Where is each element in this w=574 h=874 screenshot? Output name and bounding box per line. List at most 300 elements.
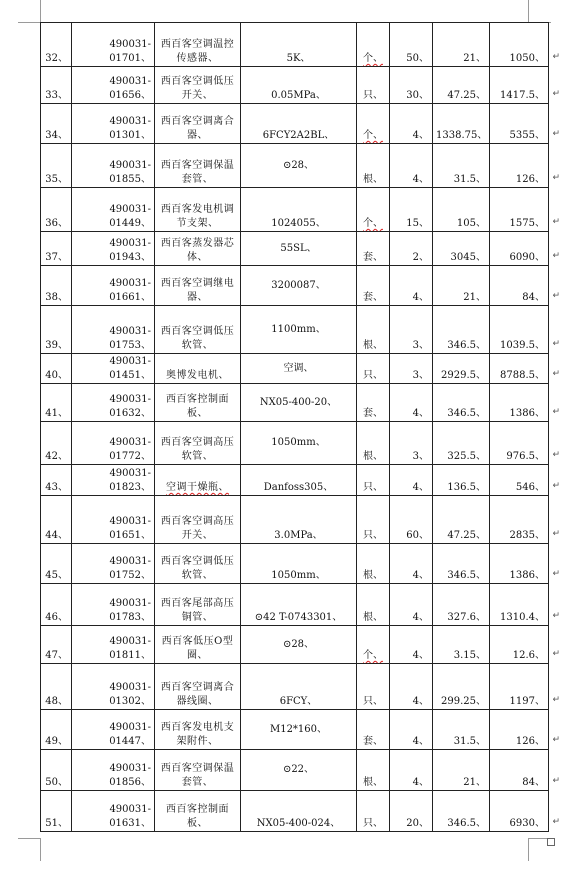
row-number-cell[interactable] xyxy=(41,496,72,544)
part-name-cell[interactable] xyxy=(155,664,241,710)
unit-price-cell[interactable] xyxy=(433,422,490,465)
part-unit-cell[interactable] xyxy=(357,750,390,791)
line-total-cell[interactable] xyxy=(490,584,560,626)
part-unit: 根、 xyxy=(363,777,383,788)
row-number: 39、 xyxy=(45,340,68,351)
line-total-cell[interactable] xyxy=(490,384,560,422)
row-number: 41、 xyxy=(45,408,68,419)
part-spec: Danfoss305、 xyxy=(263,482,334,493)
part-name-cell[interactable] xyxy=(155,626,241,664)
part-quantity-cell[interactable] xyxy=(390,422,433,465)
part-spec: 3.0MPa、 xyxy=(274,530,323,541)
row-end-mark: ↵ xyxy=(552,776,560,786)
part-code-cell[interactable] xyxy=(72,626,155,664)
table-row xyxy=(41,465,549,496)
row-number: 32、 xyxy=(45,53,68,64)
part-spec: M12*160、 xyxy=(269,723,328,735)
part-name: 西百客空调保温套管、 xyxy=(160,763,235,788)
part-spec: ⊙22、 xyxy=(282,764,315,775)
part-unit-cell[interactable] xyxy=(357,67,390,104)
table-row xyxy=(41,232,549,266)
row-end-mark: ↵ xyxy=(552,735,560,745)
part-name: 西百客空调低压软管、 xyxy=(160,556,235,581)
part-spec: 6FCY、 xyxy=(279,696,318,707)
part-code: 490031-01651、 xyxy=(109,516,151,541)
unit-price: 136.5、 xyxy=(447,482,486,493)
row-number-cell[interactable] xyxy=(41,791,72,832)
part-name-cell[interactable] xyxy=(155,496,241,544)
line-total-cell[interactable] xyxy=(490,465,560,496)
line-total: 5355、 xyxy=(509,130,545,141)
part-name-cell[interactable] xyxy=(155,384,241,422)
parts-table xyxy=(40,22,560,832)
part-code: 490031-01301、 xyxy=(109,116,151,141)
line-total-cell[interactable] xyxy=(490,354,560,384)
part-code: 490031-01943、 xyxy=(109,238,151,263)
unit-price-cell[interactable] xyxy=(433,354,490,384)
part-code-cell[interactable] xyxy=(72,791,155,832)
part-code-cell[interactable] xyxy=(72,584,155,626)
part-unit-cell[interactable] xyxy=(357,188,390,232)
part-spec: 6FCY2A2BL、 xyxy=(262,130,335,141)
part-unit: 套、 xyxy=(363,736,383,747)
part-code-cell[interactable] xyxy=(72,266,155,306)
part-name-cell[interactable] xyxy=(155,422,241,465)
row-number-cell[interactable] xyxy=(41,188,72,232)
part-unit: 个、 xyxy=(363,218,383,229)
part-name: 西百客空调继电器、 xyxy=(160,278,235,303)
unit-price-cell[interactable] xyxy=(433,266,490,306)
part-spec: 1024055、 xyxy=(271,218,326,229)
part-quantity-cell[interactable] xyxy=(390,384,433,422)
part-quantity: 4、 xyxy=(412,570,429,581)
part-quantity-cell[interactable] xyxy=(390,144,433,188)
part-unit-cell[interactable] xyxy=(357,104,390,144)
unit-price-cell[interactable] xyxy=(433,104,490,144)
part-quantity-cell[interactable] xyxy=(390,710,433,750)
part-name-cell[interactable] xyxy=(155,791,241,832)
unit-price-cell[interactable] xyxy=(433,232,490,266)
part-unit-cell[interactable] xyxy=(357,584,390,626)
line-total-cell[interactable] xyxy=(490,104,560,144)
part-code-cell[interactable] xyxy=(72,23,155,67)
part-quantity: 3、 xyxy=(412,340,429,351)
line-total-cell[interactable] xyxy=(490,750,560,791)
part-unit-cell[interactable] xyxy=(357,23,390,67)
part-spec-cell[interactable] xyxy=(241,422,357,465)
unit-price-cell[interactable] xyxy=(433,544,490,584)
unit-price-cell[interactable] xyxy=(433,465,490,496)
row-number-cell[interactable] xyxy=(41,384,72,422)
part-unit-cell[interactable] xyxy=(357,232,390,266)
row-number: 42、 xyxy=(45,451,68,462)
unit-price: 2929.5、 xyxy=(441,370,486,381)
part-code-cell[interactable] xyxy=(72,750,155,791)
part-quantity-cell[interactable] xyxy=(390,232,433,266)
part-unit-cell[interactable] xyxy=(357,384,390,422)
part-code: 490031-01701、 xyxy=(109,39,151,64)
part-unit-cell[interactable] xyxy=(357,354,390,384)
row-number-cell[interactable] xyxy=(41,422,72,465)
part-quantity-cell[interactable] xyxy=(390,67,433,104)
line-total: 1039.5、 xyxy=(500,340,545,351)
row-number: 33、 xyxy=(45,90,68,101)
row-number-cell[interactable] xyxy=(41,67,72,104)
part-spec-cell[interactable] xyxy=(241,791,357,832)
part-name-cell[interactable] xyxy=(155,710,241,750)
part-spec-cell[interactable] xyxy=(241,23,357,67)
part-name-cell[interactable] xyxy=(155,266,241,306)
line-total: 1050、 xyxy=(509,53,545,64)
row-end-mark: ↵ xyxy=(552,529,560,539)
part-code: 490031-01656、 xyxy=(109,76,151,101)
part-spec: ⊙42 T-0743301、 xyxy=(254,612,343,623)
part-spec-cell[interactable] xyxy=(241,710,357,750)
part-code-cell[interactable] xyxy=(72,465,155,496)
row-number-cell[interactable] xyxy=(41,306,72,354)
unit-price-cell[interactable] xyxy=(433,306,490,354)
part-name: 西百客空调高压软管、 xyxy=(160,437,235,462)
part-spec-cell[interactable] xyxy=(241,584,357,626)
table-row xyxy=(41,306,549,354)
part-name-cell[interactable] xyxy=(155,354,241,384)
row-number-cell[interactable] xyxy=(41,544,72,584)
part-spec-cell[interactable] xyxy=(241,67,357,104)
part-spec-cell[interactable] xyxy=(241,750,357,791)
row-end-mark: ↵ xyxy=(552,817,560,827)
part-name: 西百客空调离合器、 xyxy=(160,116,235,141)
part-code-cell[interactable] xyxy=(72,496,155,544)
row-end-mark: ↵ xyxy=(552,291,560,301)
row-number-cell[interactable] xyxy=(41,465,72,496)
row-end-mark: ↵ xyxy=(552,407,560,417)
part-unit: 根、 xyxy=(363,570,383,581)
part-quantity: 30、 xyxy=(406,90,429,101)
part-spec-cell[interactable] xyxy=(241,266,357,306)
part-spec-cell[interactable] xyxy=(241,384,357,422)
part-unit: 只、 xyxy=(363,818,383,829)
unit-price: 346.5、 xyxy=(447,408,486,419)
part-spec: 空调、 xyxy=(283,362,314,374)
part-code-cell[interactable] xyxy=(72,384,155,422)
line-total-cell[interactable] xyxy=(490,496,560,544)
row-end-mark: ↵ xyxy=(552,369,560,379)
line-total-cell[interactable] xyxy=(490,306,560,354)
row-number-cell[interactable] xyxy=(41,710,72,750)
table-row xyxy=(41,791,549,832)
part-name-cell[interactable] xyxy=(155,465,241,496)
part-quantity-cell[interactable] xyxy=(390,664,433,710)
line-total: 84、 xyxy=(522,777,545,788)
unit-price-cell[interactable] xyxy=(433,664,490,710)
part-name-cell[interactable] xyxy=(155,544,241,584)
part-name-cell[interactable] xyxy=(155,584,241,626)
row-end-mark: ↵ xyxy=(552,251,560,261)
row-number: 35、 xyxy=(45,174,68,185)
line-total-cell[interactable] xyxy=(490,544,560,584)
part-code: 490031-01753、 xyxy=(109,326,151,351)
line-total-cell[interactable] xyxy=(490,23,560,67)
part-quantity-cell[interactable] xyxy=(390,791,433,832)
part-name-cell[interactable] xyxy=(155,23,241,67)
part-code: 490031-01752、 xyxy=(109,556,151,581)
part-unit-cell[interactable] xyxy=(357,266,390,306)
row-end-mark: ↵ xyxy=(552,569,560,579)
line-total: 126、 xyxy=(515,736,545,747)
part-code: 490031-01631、 xyxy=(109,804,151,829)
part-quantity: 4、 xyxy=(412,482,429,493)
row-number: 47、 xyxy=(45,650,68,661)
unit-price-cell[interactable] xyxy=(433,710,490,750)
unit-price: 346.5、 xyxy=(447,570,486,581)
part-quantity: 3、 xyxy=(412,451,429,462)
line-total-cell[interactable] xyxy=(490,232,560,266)
unit-price-cell[interactable] xyxy=(433,496,490,544)
row-number-cell[interactable] xyxy=(41,144,72,188)
part-unit: 套、 xyxy=(363,292,383,303)
unit-price-cell[interactable] xyxy=(433,67,490,104)
line-total: 6090、 xyxy=(509,252,545,263)
row-number-cell[interactable] xyxy=(41,232,72,266)
row-number-cell[interactable] xyxy=(41,354,72,384)
part-quantity: 4、 xyxy=(412,650,429,661)
part-unit: 只、 xyxy=(363,90,383,101)
row-number-cell[interactable] xyxy=(41,626,72,664)
row-number-cell[interactable] xyxy=(41,266,72,306)
part-name-cell[interactable] xyxy=(155,306,241,354)
unit-price: 325.5、 xyxy=(447,451,486,462)
line-total: 1575、 xyxy=(509,218,545,229)
row-number: 34、 xyxy=(45,130,68,141)
part-unit: 套、 xyxy=(363,408,383,419)
table-row xyxy=(41,664,549,710)
part-quantity-cell[interactable] xyxy=(390,23,433,67)
part-code-cell[interactable] xyxy=(72,232,155,266)
row-end-mark: ↵ xyxy=(552,649,560,659)
row-number: 40、 xyxy=(45,370,68,381)
part-spec-cell[interactable] xyxy=(241,144,357,188)
part-unit-cell[interactable] xyxy=(357,664,390,710)
part-quantity-cell[interactable] xyxy=(390,584,433,626)
row-number-cell[interactable] xyxy=(41,23,72,67)
part-code-cell[interactable] xyxy=(72,104,155,144)
part-spec-cell[interactable] xyxy=(241,544,357,584)
unit-price-cell[interactable] xyxy=(433,144,490,188)
part-code-cell[interactable] xyxy=(72,144,155,188)
part-quantity-cell[interactable] xyxy=(390,626,433,664)
part-spec-cell[interactable] xyxy=(241,496,357,544)
part-name: 西百客空调低压开关、 xyxy=(160,76,235,101)
unit-price-cell[interactable] xyxy=(433,584,490,626)
part-quantity-cell[interactable] xyxy=(390,544,433,584)
part-unit-cell[interactable] xyxy=(357,496,390,544)
part-name-cell[interactable] xyxy=(155,188,241,232)
part-name: 空调干燥瓶、 xyxy=(166,482,229,493)
part-unit-cell[interactable] xyxy=(357,626,390,664)
part-quantity-cell[interactable] xyxy=(390,306,433,354)
part-spec-cell[interactable] xyxy=(241,188,357,232)
row-end-mark: ↵ xyxy=(552,129,560,139)
unit-price-cell[interactable] xyxy=(433,23,490,67)
line-total: 1417.5、 xyxy=(500,90,545,101)
unit-price: 346.5、 xyxy=(447,818,486,829)
part-unit: 根、 xyxy=(363,612,383,623)
part-name: 西百客蒸发器芯体、 xyxy=(160,238,235,263)
part-name-cell[interactable] xyxy=(155,232,241,266)
part-unit-cell[interactable] xyxy=(357,791,390,832)
part-spec-cell[interactable] xyxy=(241,354,357,384)
line-total: 8788.5、 xyxy=(500,370,545,381)
unit-price-cell[interactable] xyxy=(433,188,490,232)
unit-price: 1338.75、 xyxy=(436,130,488,141)
line-total-cell[interactable] xyxy=(490,626,560,664)
row-number: 46、 xyxy=(45,612,68,623)
part-unit-cell[interactable] xyxy=(357,710,390,750)
part-spec: 5K、 xyxy=(286,53,311,64)
part-unit: 根、 xyxy=(363,451,383,462)
row-number: 36、 xyxy=(45,218,68,229)
part-spec-cell[interactable] xyxy=(241,465,357,496)
part-quantity: 20、 xyxy=(406,818,429,829)
part-code: 490031-01856、 xyxy=(109,763,151,788)
part-spec-cell[interactable] xyxy=(241,664,357,710)
line-total-cell[interactable] xyxy=(490,791,560,832)
part-spec-cell[interactable] xyxy=(241,232,357,266)
part-quantity: 4、 xyxy=(412,292,429,303)
unit-price: 3045、 xyxy=(450,252,486,263)
part-code-cell[interactable] xyxy=(72,306,155,354)
part-quantity: 4、 xyxy=(412,408,429,419)
part-unit-cell[interactable] xyxy=(357,144,390,188)
part-spec-cell[interactable] xyxy=(241,104,357,144)
part-unit: 个、 xyxy=(363,53,383,64)
line-total: 12.6、 xyxy=(512,650,545,661)
part-name: 西百客控制面板、 xyxy=(166,394,229,419)
table-row xyxy=(41,144,549,188)
part-spec: NX05-400-20、 xyxy=(259,396,338,408)
part-code-cell[interactable] xyxy=(72,422,155,465)
row-end-mark: ↵ xyxy=(552,611,560,621)
part-code: 490031-01302、 xyxy=(109,682,151,707)
part-code-cell[interactable] xyxy=(72,544,155,584)
unit-price: 21、 xyxy=(463,292,486,303)
part-unit-cell[interactable] xyxy=(357,422,390,465)
part-name: 西百客尾部高压铜管、 xyxy=(160,598,235,623)
unit-price-cell[interactable] xyxy=(433,626,490,664)
line-total-cell[interactable] xyxy=(490,266,560,306)
part-code: 490031-01823、 xyxy=(109,468,151,493)
line-total: 2835、 xyxy=(509,530,545,541)
part-unit-cell[interactable] xyxy=(357,544,390,584)
table-row xyxy=(41,266,549,306)
part-name: 西百客低压O型圈、 xyxy=(161,636,234,661)
part-code-cell[interactable] xyxy=(72,664,155,710)
line-total-cell[interactable] xyxy=(490,710,560,750)
part-name-cell[interactable] xyxy=(155,750,241,791)
unit-price: 47.25、 xyxy=(447,90,486,101)
unit-price-cell[interactable] xyxy=(433,384,490,422)
part-name: 西百客空调温控传感器、 xyxy=(160,39,235,64)
part-code: 490031-01449、 xyxy=(109,204,151,229)
part-name: 西百客控制面板、 xyxy=(166,804,229,829)
unit-price-cell[interactable] xyxy=(433,750,490,791)
row-number: 48、 xyxy=(45,696,68,707)
row-number: 45、 xyxy=(45,570,68,581)
part-quantity: 4、 xyxy=(412,736,429,747)
unit-price: 105、 xyxy=(456,218,486,229)
row-number-cell[interactable] xyxy=(41,664,72,710)
line-total-cell[interactable] xyxy=(490,188,560,232)
line-total-cell[interactable] xyxy=(490,664,560,710)
row-number-cell[interactable] xyxy=(41,584,72,626)
table-resize-handle[interactable] xyxy=(547,838,555,846)
part-spec-cell[interactable] xyxy=(241,626,357,664)
table-row xyxy=(41,584,549,626)
part-spec-cell[interactable] xyxy=(241,306,357,354)
part-unit-cell[interactable] xyxy=(357,306,390,354)
part-quantity-cell[interactable] xyxy=(390,104,433,144)
part-spec: 1050mm、 xyxy=(271,570,326,581)
row-number-cell[interactable] xyxy=(41,104,72,144)
part-name-cell[interactable] xyxy=(155,144,241,188)
row-number: 51、 xyxy=(45,818,68,829)
part-spec: 0.05MPa、 xyxy=(271,90,326,101)
part-quantity-cell[interactable] xyxy=(390,465,433,496)
unit-price: 346.5、 xyxy=(447,340,486,351)
part-unit: 个、 xyxy=(363,650,383,661)
part-code: 490031-01783、 xyxy=(109,598,151,623)
part-quantity: 4、 xyxy=(412,777,429,788)
row-end-mark: ↵ xyxy=(552,217,560,227)
unit-price-cell[interactable] xyxy=(433,791,490,832)
part-unit: 套、 xyxy=(363,252,383,263)
part-name: 西百客空调低压软管、 xyxy=(160,326,235,351)
part-code-cell[interactable] xyxy=(72,354,155,384)
part-quantity-cell[interactable] xyxy=(390,354,433,384)
row-number-cell[interactable] xyxy=(41,750,72,791)
part-code: 490031-01855、 xyxy=(109,160,151,185)
part-name: 西百客发电机调节支架、 xyxy=(160,204,235,229)
part-name: 西百客空调保温套管、 xyxy=(160,160,235,185)
table-row xyxy=(41,496,549,544)
row-number: 50、 xyxy=(45,777,68,788)
row-end-mark: ↵ xyxy=(552,173,560,183)
part-code-cell[interactable] xyxy=(72,188,155,232)
part-quantity: 50、 xyxy=(406,53,429,64)
line-total-cell[interactable] xyxy=(490,67,560,104)
part-code: 490031-01811、 xyxy=(109,636,151,661)
line-total-cell[interactable] xyxy=(490,144,560,188)
unit-price: 3.15、 xyxy=(453,650,486,661)
part-quantity-cell[interactable] xyxy=(390,496,433,544)
part-unit: 根、 xyxy=(363,340,383,351)
part-code-cell[interactable] xyxy=(72,67,155,104)
unit-price: 21、 xyxy=(463,777,486,788)
part-quantity: 60、 xyxy=(406,530,429,541)
unit-price: 299.25、 xyxy=(441,696,486,707)
crop-mark-bottom-left xyxy=(18,838,41,861)
line-total: 126、 xyxy=(515,174,545,185)
line-total-cell[interactable] xyxy=(490,422,560,465)
part-code-cell[interactable] xyxy=(72,710,155,750)
part-name-cell[interactable] xyxy=(155,67,241,104)
part-unit-cell[interactable] xyxy=(357,465,390,496)
part-quantity-cell[interactable] xyxy=(390,188,433,232)
part-quantity-cell[interactable] xyxy=(390,750,433,791)
part-quantity-cell[interactable] xyxy=(390,266,433,306)
part-name-cell[interactable] xyxy=(155,104,241,144)
unit-price: 327.6、 xyxy=(447,612,486,623)
